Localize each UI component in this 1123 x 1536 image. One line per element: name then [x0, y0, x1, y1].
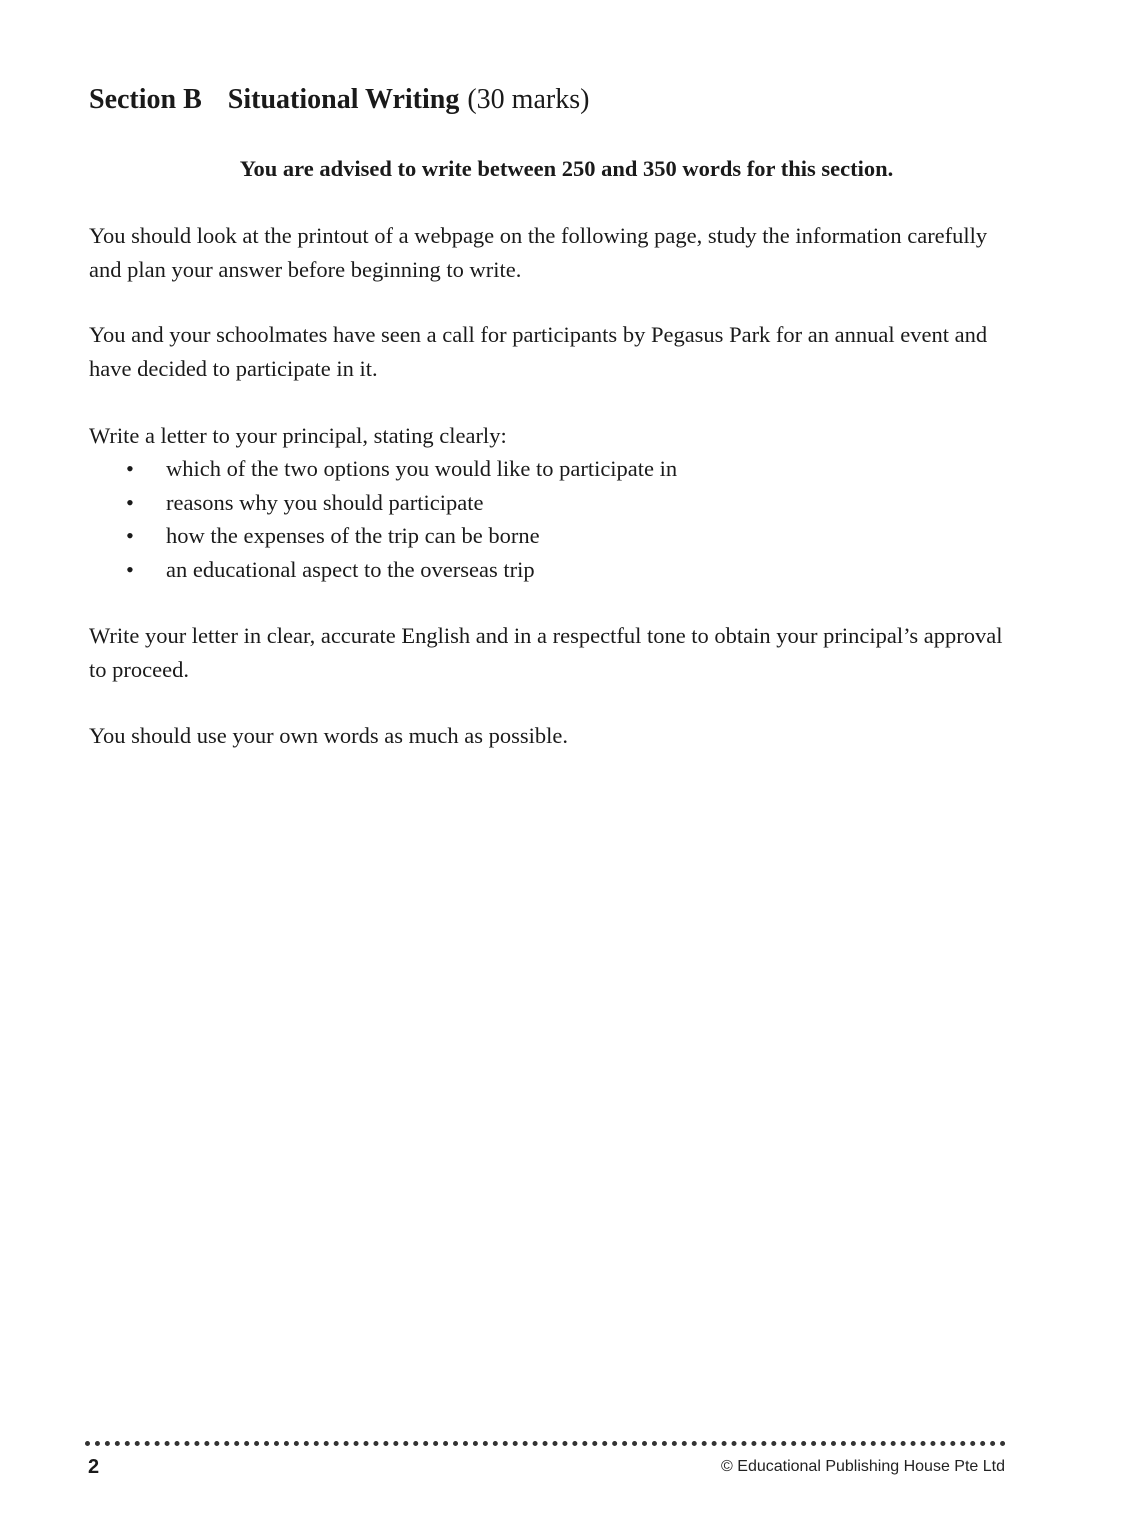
task-list — [126, 452, 677, 586]
list-item-text: reasons why you should participate — [166, 489, 484, 515]
bullet-icon: • — [126, 456, 134, 481]
list-item-text: which of the two options you would like to participate in — [166, 456, 678, 481]
section-title: Situational Writing — [227, 84, 460, 115]
section-marks: (30 marks) — [467, 84, 590, 115]
section-label: Section B — [89, 84, 202, 115]
page-number: 2 — [88, 1456, 100, 1478]
list-item — [126, 486, 677, 520]
bullet-icon: • — [126, 523, 134, 548]
instruction-paragraph-5: You should use your own words as much as possible. — [89, 723, 568, 748]
footer-divider — [85, 1441, 1006, 1446]
copyright-notice: © Educational Publishing House Pte Ltd — [721, 1458, 1005, 1475]
bullet-icon: • — [126, 556, 134, 582]
instruction-paragraph-4: Write your letter in clear, accurate English and in a respectful tone to obtain your principal’s approval to proceed. — [89, 623, 1003, 682]
list-item-text: an educational aspect to the overseas trip — [166, 556, 535, 582]
list-item — [126, 452, 677, 486]
instruction-paragraph-3: Write a letter to your principal, stating clearly: — [89, 423, 507, 448]
instruction-paragraph-1: You should look at the printout of a webpage on the following page, study the information carefully and plan your answer before beginning to write. — [89, 223, 988, 282]
word-count-advice: You are advised to write between 250 and 350 words for this section. — [239, 156, 894, 181]
section-heading — [89, 83, 589, 117]
list-item — [126, 519, 677, 553]
bullet-icon: • — [126, 489, 134, 515]
list-item-text: how the expenses of the trip can be borne — [166, 523, 540, 548]
list-item — [126, 553, 677, 587]
instruction-paragraph-2: You and your schoolmates have seen a call for participants by Pegasus Park for an annual event and have decided to participate in it. — [89, 322, 988, 381]
